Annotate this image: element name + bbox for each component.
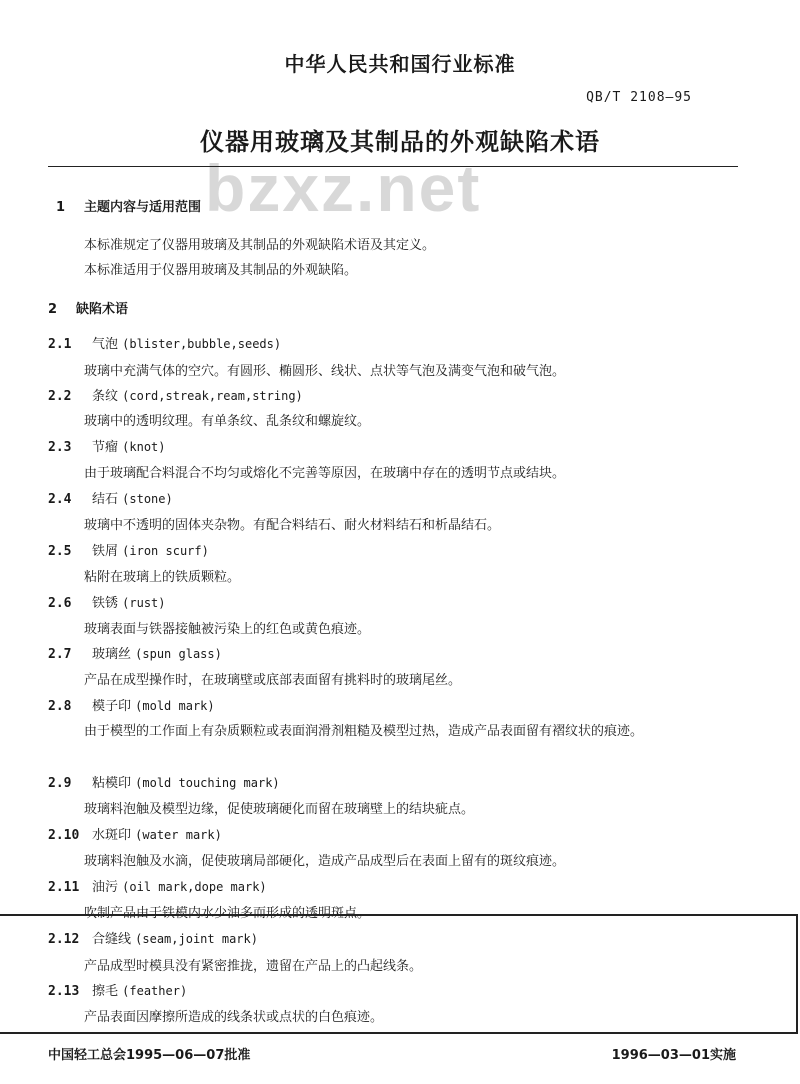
section-2-heading <box>48 298 128 317</box>
term-definition: 产品成型时模具没有紧密推拢，遗留在产品上的凸起线条。 <box>84 959 423 974</box>
section-title: 主题内容与适用范围 <box>84 200 202 215</box>
term-item <box>48 695 215 714</box>
term-definition: 吹制产品由于铁模内水少油多而形成的透明斑点。 <box>84 906 371 921</box>
term-number: 2.12 <box>48 932 80 947</box>
term-item <box>48 980 187 999</box>
term-definition: 玻璃中充满气体的空穴。有圆形、椭圆形、线状、点状等气泡及满变气泡和破气泡。 <box>84 364 566 379</box>
term-name: 水斑印 <box>92 828 132 843</box>
term-definition: 玻璃中不透明的固体夹杂物。有配合料结石、耐火材料结石和析晶结石。 <box>84 518 501 533</box>
term-number: 2.3 <box>48 440 72 455</box>
term-item <box>48 876 267 895</box>
term-number: 2.9 <box>48 776 72 791</box>
term-number: 2.8 <box>48 699 72 714</box>
section-1-paragraph-2: 本标准适用于仪器用玻璃及其制品的外观缺陷。 <box>84 263 358 278</box>
term-item <box>48 643 222 662</box>
section-title: 缺陷术语 <box>76 302 129 317</box>
term-english: (stone) <box>122 492 173 506</box>
term-name: 擦毛 <box>92 984 119 999</box>
section-number: 1 <box>56 200 66 215</box>
term-definition: 由于模型的工作面上有杂质颗粒或表面润滑剂粗糙及模型过热，造成产品表面留有褶纹状的痕迹。 <box>84 724 644 739</box>
term-english: (spun glass) <box>135 647 222 661</box>
term-name: 铁屑 <box>92 544 119 559</box>
term-item <box>48 772 280 791</box>
term-definition: 玻璃料泡触及模型边缘，促使玻璃硬化而留在玻璃壁上的结块疵点。 <box>84 802 475 817</box>
term-english: (seam,joint mark) <box>135 932 258 946</box>
term-item <box>48 385 303 404</box>
term-name: 粘模印 <box>92 776 132 791</box>
term-english: (blister,bubble,seeds) <box>122 337 282 351</box>
term-item <box>48 540 209 559</box>
watermark: bzxz.net <box>205 151 482 225</box>
term-definition: 玻璃表面与铁器接触被污染上的红色或黄色痕迹。 <box>84 622 371 637</box>
term-english: (oil mark,dope mark) <box>122 880 267 894</box>
implementation-date: 1996—03—01实施 <box>611 1048 736 1063</box>
term-name: 铁锈 <box>92 596 119 611</box>
term-item <box>48 928 258 947</box>
term-definition: 产品表面因摩擦所造成的线条状或点状的白色痕迹。 <box>84 1010 384 1025</box>
section-1-heading <box>56 196 201 215</box>
term-english: (mold touching mark) <box>135 776 280 790</box>
term-item <box>48 436 166 455</box>
term-item <box>48 824 222 843</box>
term-name: 合缝线 <box>92 932 132 947</box>
term-number: 2.10 <box>48 828 80 843</box>
term-number: 2.7 <box>48 647 72 662</box>
approval-date: 中国轻工总会1995—06—07批准 <box>48 1048 251 1063</box>
term-definition: 玻璃料泡触及水滴，促使玻璃局部硬化，造成产品成型后在表面上留有的斑纹痕迹。 <box>84 854 566 869</box>
footer-rule <box>48 1032 738 1033</box>
section-number: 2 <box>48 302 58 317</box>
term-item <box>48 333 281 352</box>
section-1-paragraph-1: 本标准规定了仪器用玻璃及其制品的外观缺陷术语及其定义。 <box>84 238 436 253</box>
term-name: 条纹 <box>92 389 119 404</box>
term-item <box>48 592 166 611</box>
term-english: (knot) <box>122 440 166 454</box>
term-english: (iron scurf) <box>122 544 209 558</box>
term-english: (rust) <box>122 596 166 610</box>
term-definition: 粘附在玻璃上的铁质颗粒。 <box>84 570 241 585</box>
term-number: 2.5 <box>48 544 72 559</box>
term-name: 玻璃丝 <box>92 647 132 662</box>
term-english: (cord,streak,ream,string) <box>122 389 303 403</box>
term-number: 2.11 <box>48 880 80 895</box>
term-definition: 产品在成型操作时，在玻璃壁或底部表面留有挑料时的玻璃尾丝。 <box>84 673 462 688</box>
title-rule <box>48 166 738 167</box>
standard-category-header: 中华人民共和国行业标准 <box>284 52 516 76</box>
term-english: (feather) <box>122 984 188 998</box>
term-number: 2.13 <box>48 984 80 999</box>
term-number: 2.4 <box>48 492 72 507</box>
term-name: 节瘤 <box>92 440 119 455</box>
standard-code: QB/T 2108—95 <box>586 90 692 105</box>
term-english: (water mark) <box>135 828 222 842</box>
term-definition: 由于玻璃配合料混合不均匀或熔化不完善等原因，在玻璃中存在的透明节点或结块。 <box>84 466 566 481</box>
term-number: 2.6 <box>48 596 72 611</box>
term-name: 油污 <box>92 880 119 895</box>
term-definition: 玻璃中的透明纹理。有单条纹、乱条纹和螺旋纹。 <box>84 414 371 429</box>
term-name: 气泡 <box>92 337 119 352</box>
term-name: 结石 <box>92 492 119 507</box>
term-number: 2.2 <box>48 389 72 404</box>
term-number: 2.1 <box>48 337 72 352</box>
term-english: (mold mark) <box>135 699 215 713</box>
document-title: 仪器用玻璃及其制品的外观缺陷术语 <box>200 128 600 156</box>
term-name: 模子印 <box>92 699 132 714</box>
term-item <box>48 488 173 507</box>
